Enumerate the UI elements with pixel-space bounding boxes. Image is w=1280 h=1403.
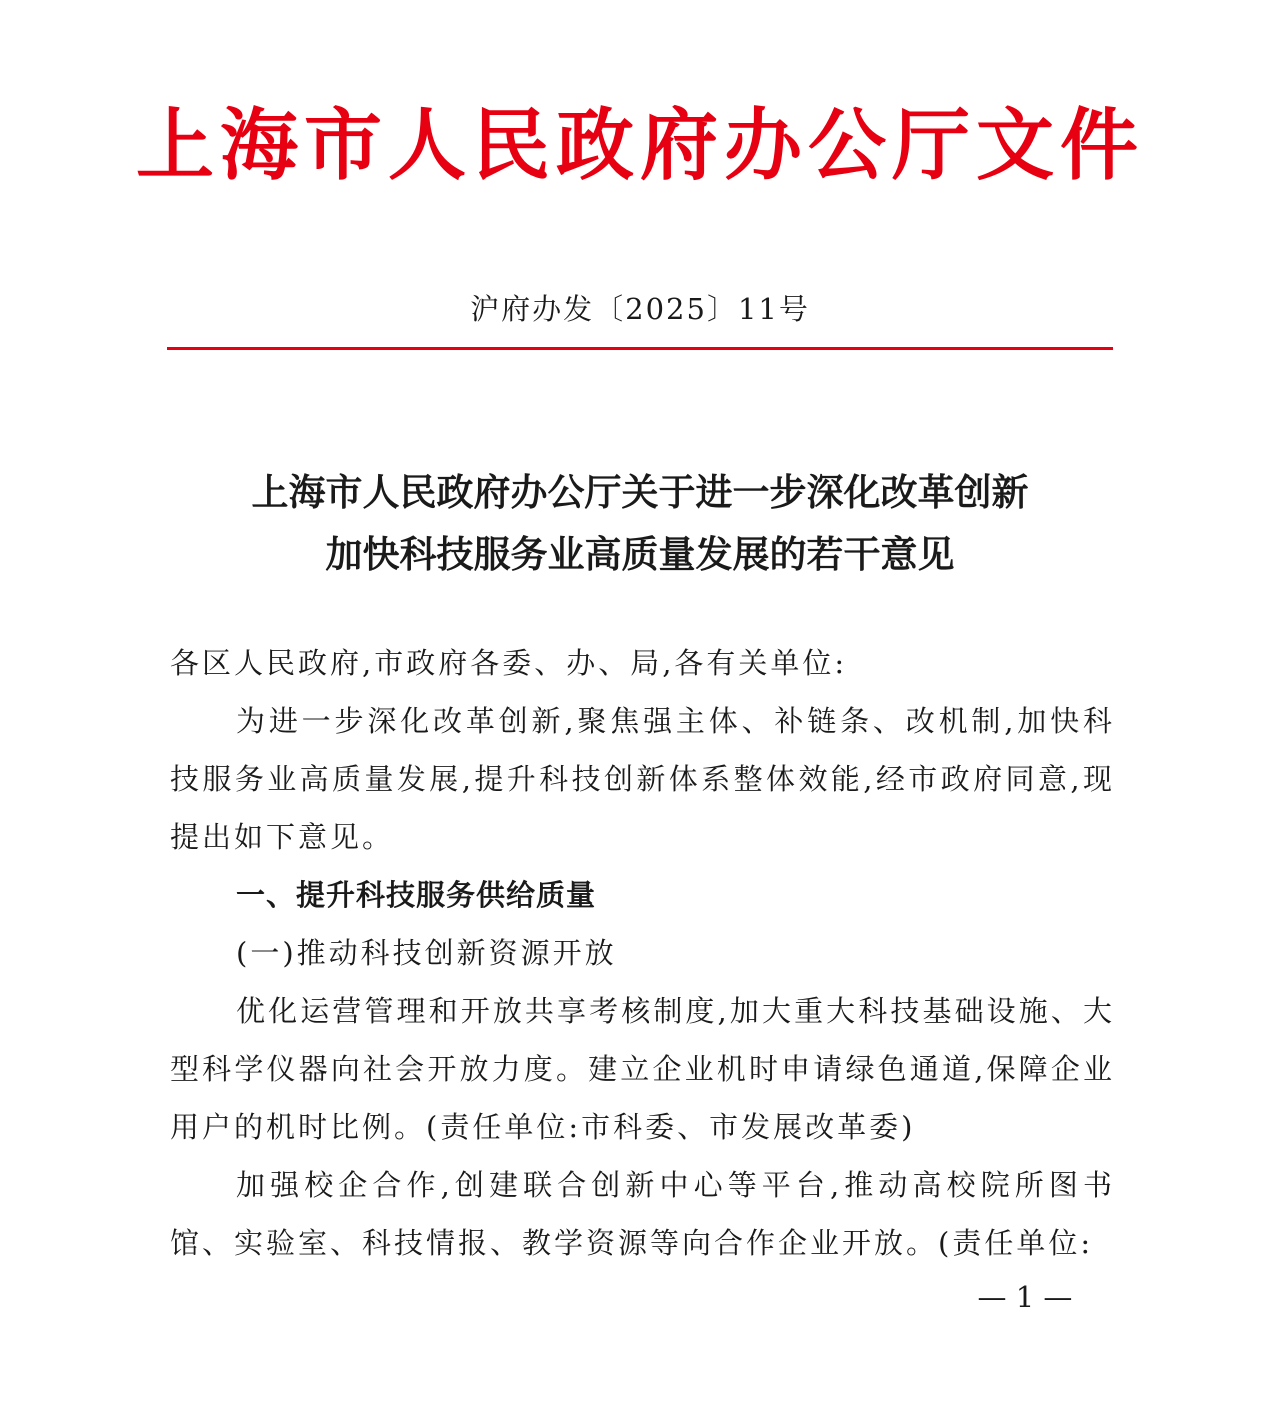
salutation: 各区人民政府,市政府各委、办、局,各有关单位: [170, 646, 848, 680]
subsection-heading-1: (一)推动科技创新资源开放 [236, 936, 617, 970]
intro-paragraph: 为进一步深化改革创新,聚焦强主体、补链条、改机制,加快科技服务业高质量发展,提升科技创新体系整体效能,经市政府同意,现提出如下意见。 [170, 704, 1115, 854]
section-heading-1: 一、提升科技服务供给质量 [236, 878, 597, 912]
document-body [170, 634, 1115, 1272]
document-title-line-2: 加快科技服务业高质量发展的若干意见 [325, 533, 955, 576]
document-title [167, 462, 1113, 586]
document-number: 沪府办发〔2025〕11号 [470, 292, 810, 326]
body-paragraph-1: 优化运营管理和开放共享考核制度,加大重大科技基础设施、大型科学仪器向社会开放力度。建立企业机时申请绿色通道,保障企业用户的机时比例。(责任单位:市科委、市发展改革委) [170, 994, 1115, 1144]
red-separator-line [167, 347, 1113, 350]
issuer-header-title: 上海市人民政府办公厅文件 [135, 100, 1144, 191]
document-title-line-1: 上海市人民政府办公厅关于进一步深化改革创新 [251, 471, 1029, 514]
body-paragraph-2: 加强校企合作,创建联合创新中心等平台,推动高校院所图书馆、实验室、科技情报、教学资源等向合作企业开放。(责任单位: [170, 1168, 1115, 1260]
page-number: — 1 — [977, 1280, 1073, 1314]
